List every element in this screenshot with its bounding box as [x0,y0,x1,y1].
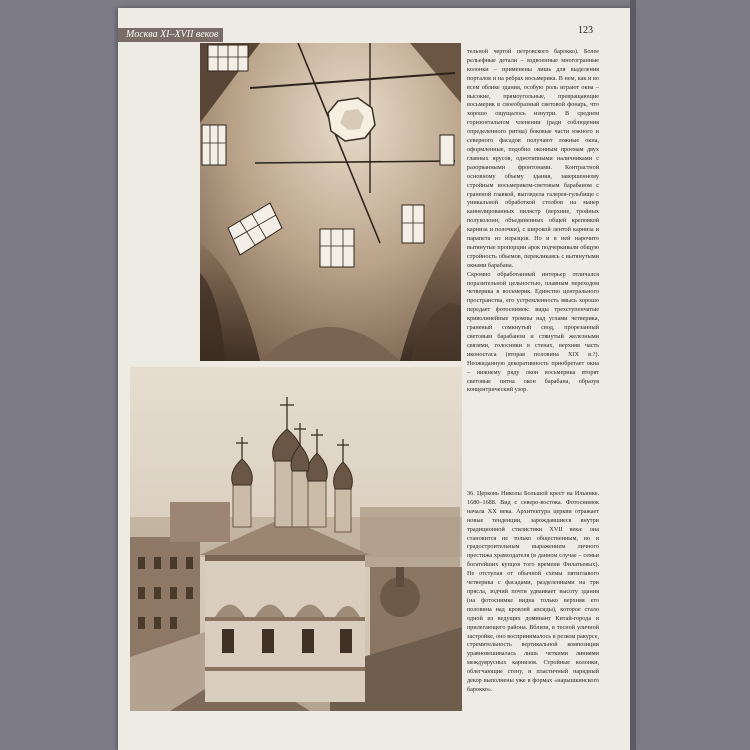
interior-dome-photo [200,43,461,361]
main-text-column [467,48,599,395]
page-edge [630,0,636,750]
text-paragraph: тельной чертой петровского барокко). Более рельефные детали – вздвоенные многогранные колонки – применены лишь для выделения порталов и на ребрах восьмерика. В нем, как и во всем облике здания, особую роль играют окна – высокие, прямоугольные, превращающие восьмерик в своеобразный световой фонарь, что хорошо ощущалось изнутри. В среднем горизонтальном членении (ради соблюдения определенного ритма) боковые части южного и северного фасадов получают ложные окна, оформленные, подобно оконным проемам двух главных ярусов, однотипными наличниками с разорванными фронтонами. Контрастной основному объему здания, завершенному стройным восьмериком-световым барабаном с граненой главкой, выглядела галерея-гульбище с уникальной обработкой столбов на манер каннелированных пилястр (верхние, тройных полуколонн, объединенных общей креповкой карниза и полочки), с широкой лентой карниза и парапета из изразцов. Но и в ней нарочито вытянутые пропорции арок подчеркивали общую стройность объемов, перекликаясь с вытянутыми окнами барабана. [467,48,599,269]
running-title: Москва XI–XVII веков [118,28,223,42]
page-number: 123 [578,25,593,36]
photo-caption: 36. Церковь Николы Большой крест на Ильинке. 1680–1688. Вид с северо-востока. Фотоснимок начала ХХ века. Архитектура церкви отражает новые тенденции, зарождавшиеся внутри традиционной стилистики XVII века: она становится не только общественным, но и градостроительным выражением личного престижа храмоздателя (в данном случае – семьи богатейших купцов того времени Филатьевых). Не отступая от обычной схемы пятиглавого четверика с фасадами, разделенными на три прясла, зодчий почти удваивает высоту здания (на фотоснимке видна только верхняя его половина над кровлей апсиды), которое стало одной из ведущих доминант Китай-города и прилегающего района. Вблизи, в тесной уличной застройке, оно воспринималось в резком ракурсе, стремительность вертикальной композиции уравновешивалась лишь четкими линиями междуярусных карнизов. Стройные колонки, облегчающие стену, и пластичный нарядный декор выполнены уже в формах «нарышкинского барокко». [467,490,599,693]
church-exterior-photo [130,367,462,711]
text-paragraph: Скромно обработанный интерьер отличался поразительной цельностью, плавным переходом четверика в восьмерик. Единство центрального пространства, его устремленность ввысь хорошо передает фотоснимок: виды трехступенчатые криволинейные тромпы над углами четверика, граненый сомкнутый свод, прорезанный световым барабаном и стянутый железными связями, голосники в стенах, верхняя часть иконостаса (вторая половина XIX в.?). Неожиданную декоративность приобретает окна – нижнему ряду окон восьмерика вторят световые пятна окон барабана, образуя концентрический узор. [467,270,599,394]
church-illustration [130,367,462,711]
interior-dome-illustration [200,43,461,361]
